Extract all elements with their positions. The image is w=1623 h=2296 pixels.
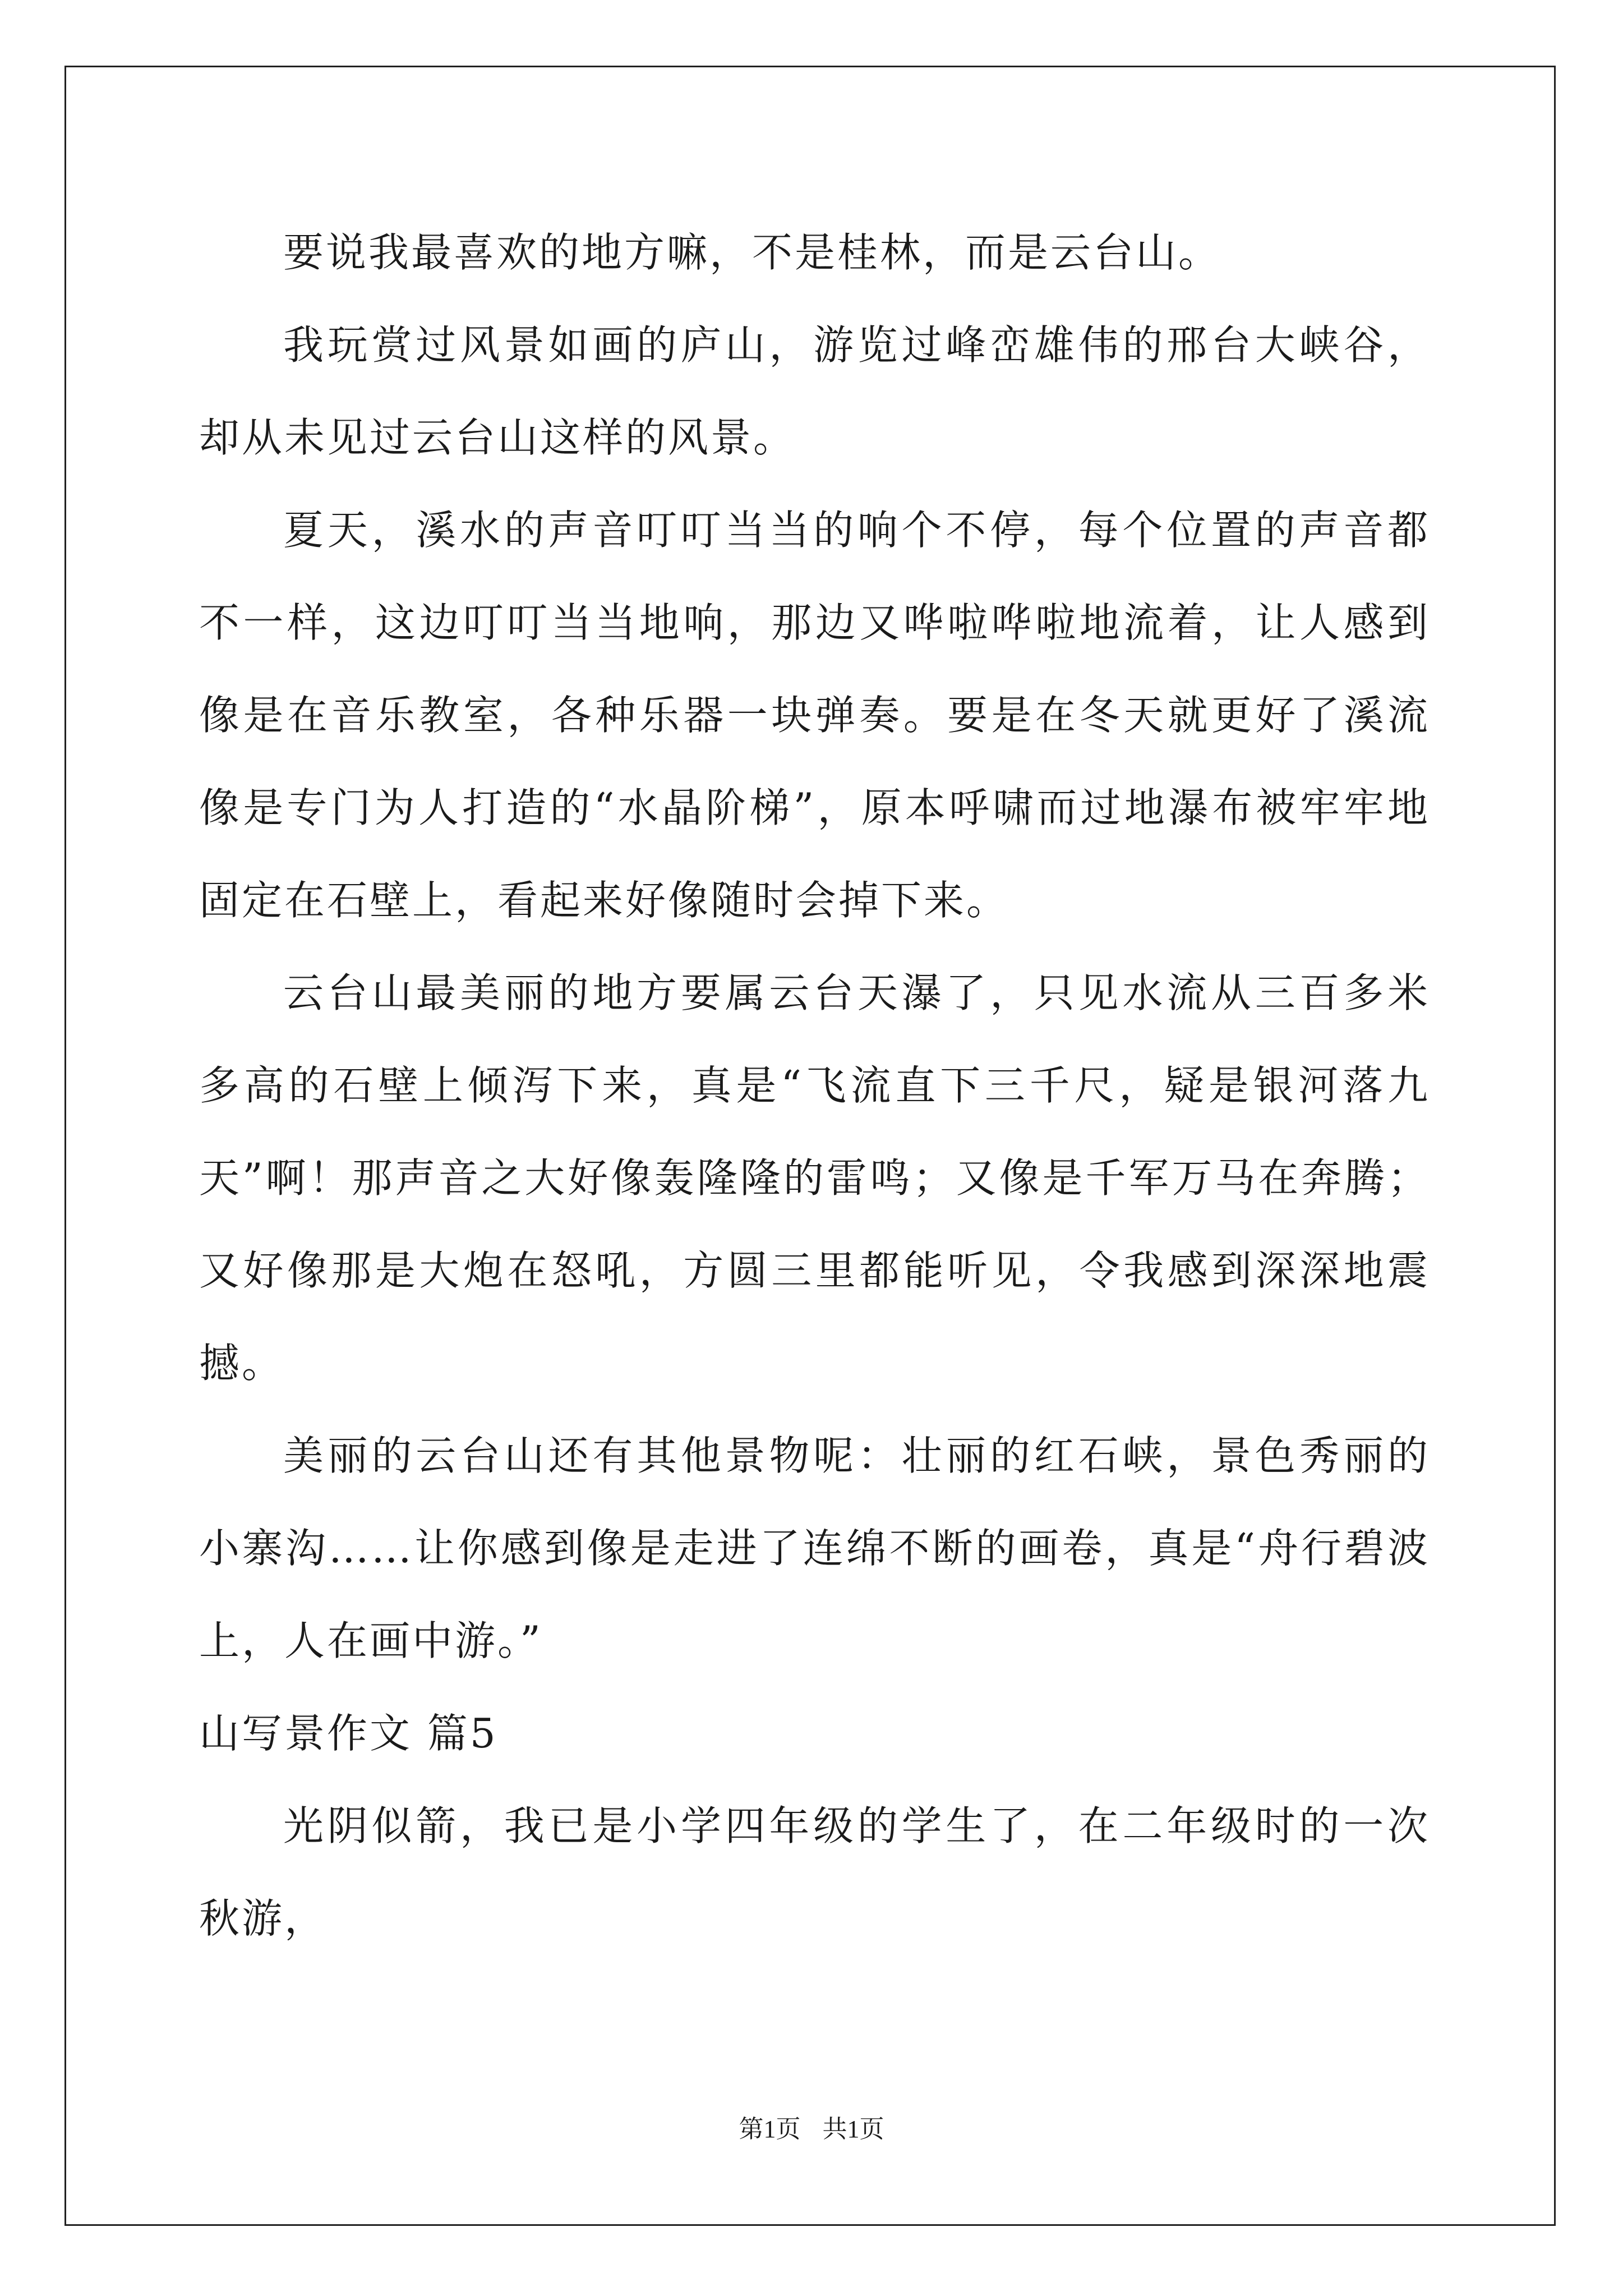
paragraph-5: 美丽的云台山还有其他景物呢：壮丽的红石峡，景色秀丽的小寨沟……让你感到像是走进了连绵不断的画卷，真是“舟行碧波上，人在画中游。”	[199, 1432, 1430, 1664]
paragraph-2: 我玩赏过风景如画的庐山，游览过峰峦雄伟的邢台大峡谷，却从未见过云台山这样的风景。	[199, 321, 1430, 461]
paragraph-3: 夏天，溪水的声音叮叮当当的响个不停，每个位置的声音都不一样，这边叮叮当当地响，那边又哗啦哗啦地流着，让人感到像是在音乐教室，各种乐器一块弹奏。要是在冬天就更好了溪流像是专门为人打造的“水晶阶梯”，原本呼啸而过地瀑布被牢牢地固定在石壁上，看起来好像随时会掉下来。	[199, 507, 1430, 924]
paragraph-4: 云台山最美丽的地方要属云台天瀑了，只见水流从三百多米多高的石壁上倾泻下来，真是“飞流直下三千尺，疑是银河落九天”啊！那声音之大好像轰隆隆的雷鸣；又像是千军万马在奔腾；又好像那是大炮在怒吼，方圆三里都能听见，令我感到深深地震撼。	[199, 969, 1430, 1387]
document-body	[199, 206, 1430, 1965]
page-footer	[0, 2113, 1623, 2146]
paragraph-1: 要说我最喜欢的地方嘛，不是桂林，而是云台山。	[283, 229, 1221, 276]
paragraph-6: 光阴似箭，我已是小学四年级的学生了，在二年级时的一次秋游，	[199, 1802, 1430, 1942]
section-heading: 山写景作文 篇5	[199, 1710, 498, 1757]
page-total: 共1页	[822, 2115, 884, 2143]
page-number: 第1页	[739, 2115, 801, 2143]
